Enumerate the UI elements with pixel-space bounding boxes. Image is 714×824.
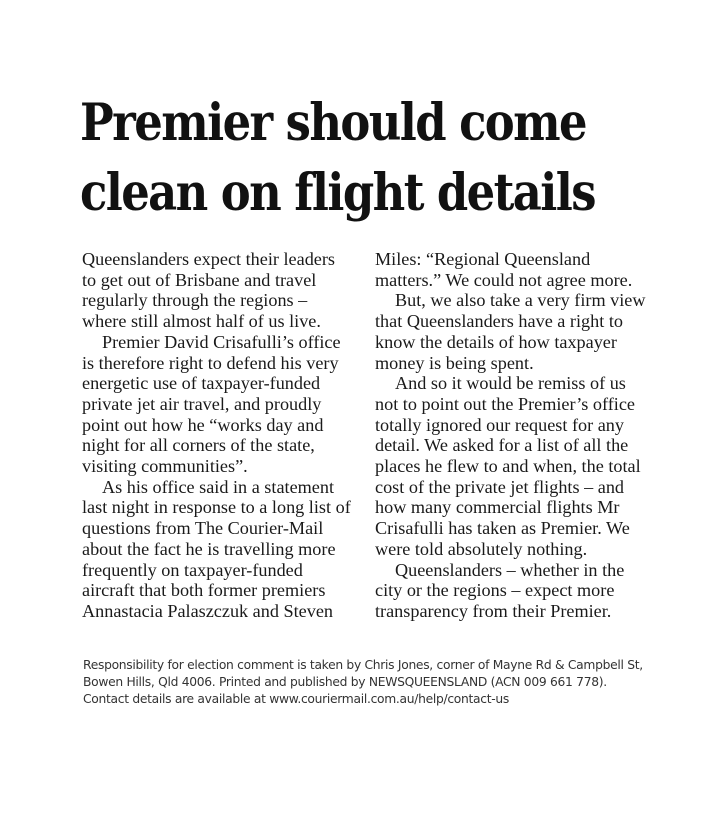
body-line: Premier David Crisafulli’s office (102, 331, 341, 352)
body-line: places he flew to and when, the total (375, 456, 641, 477)
body-line: last night in response to a long list of (82, 497, 351, 518)
headline-line: clean on flight details (80, 163, 595, 223)
body-line: Queenslanders expect their leaders (82, 249, 335, 269)
body-line: transparency from their Premier. (375, 600, 612, 621)
body-line: where still almost half of us live. (82, 311, 321, 332)
body-column-left (82, 249, 372, 622)
body-line: questions from The Courier-Mail (82, 518, 324, 539)
body-line: matters.” We could not agree more. (375, 269, 633, 290)
body-line: totally ignored our request for any (375, 414, 624, 435)
body-line: money is being spent. (375, 352, 534, 373)
body-line: detail. We asked for a list of all the (375, 435, 629, 456)
body-line: As his office said in a statement (102, 476, 335, 497)
responsibility-footer (83, 657, 683, 708)
body-line: visiting communities”. (82, 456, 248, 477)
body-line: how many commercial flights Mr (375, 497, 620, 518)
headline (80, 88, 608, 228)
body-line: Annastacia Palaszczuk and Steven (82, 600, 333, 621)
body-line: Miles: “Regional Queensland (375, 249, 591, 269)
body-line: to get out of Brisbane and travel (82, 269, 317, 290)
body-line: is therefore right to defend his very (82, 352, 339, 373)
footer-line: Contact details are available at www.couriermail.com.au/help/contact-us (83, 692, 509, 706)
body-line: aircraft that both former premiers (82, 580, 326, 601)
body-line: were told absolutely nothing. (375, 538, 588, 559)
footer-line: Bowen Hills, Qld 4006. Printed and published by NEWSQUEENSLAND (ACN 009 661 778). (83, 675, 607, 689)
body-line: point out how he “works day and (82, 414, 324, 435)
body-line: private jet air travel, and proudly (82, 393, 322, 414)
body-line: energetic use of taxpayer-funded (82, 373, 321, 394)
body-line: that Queenslanders have a right to (375, 311, 623, 332)
body-line: not to point out the Premier’s office (375, 393, 635, 414)
body-line: cost of the private jet flights – and (375, 476, 625, 497)
body-column-right (375, 249, 665, 622)
body-line: Crisafulli has taken as Premier. We (375, 518, 630, 539)
body-line: city or the regions – expect more (375, 580, 615, 601)
body-line: regularly through the regions – (82, 290, 308, 311)
body-line: Queenslanders – whether in the (395, 559, 625, 580)
footer-line: Responsibility for election comment is taken by Chris Jones, corner of Mayne Rd & Campbell St, (83, 658, 643, 672)
body-line: know the details of how taxpayer (375, 331, 617, 352)
body-line: night for all corners of the state, (82, 435, 315, 456)
body-line: But, we also take a very firm view (395, 290, 646, 311)
body-line: about the fact he is travelling more (82, 538, 336, 559)
body-line: And so it would be remiss of us (395, 373, 626, 394)
body-line: frequently on taxpayer-funded (82, 559, 303, 580)
headline-line: Premier should come (80, 93, 587, 153)
